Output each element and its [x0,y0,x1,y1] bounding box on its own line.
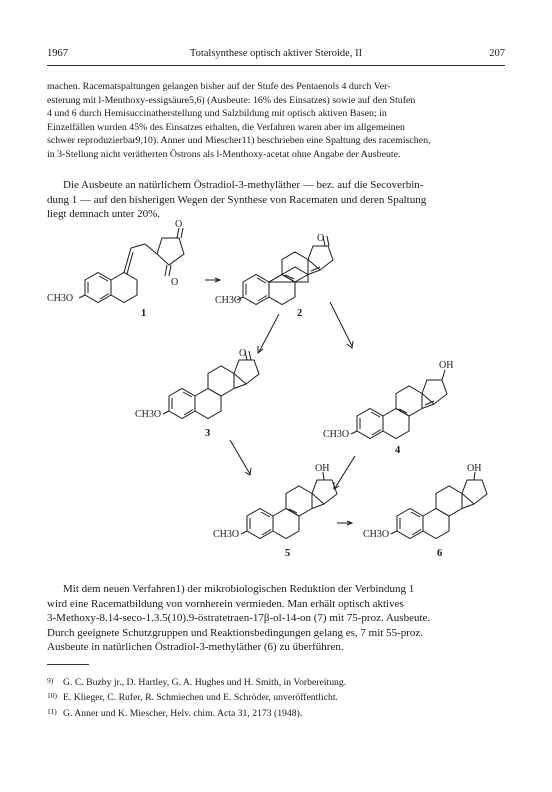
oxo-label-1a: O [171,277,179,288]
footnote-number: 9) [47,676,54,685]
running-header [47,48,505,64]
paragraph-1-line: 4 und 6 durch Hemisuccinatherstellung und Salzbildung mit optisch aktiven Basen; in [47,108,387,120]
footnote [47,705,505,720]
structure-compound-3 [163,351,259,419]
arrow-3-to-5 [230,440,250,474]
footnote-text: G. Anner und K. Miescher, Helv. chim. Acta 31, 2173 (1948). [63,707,303,719]
arrow-2-to-3 [259,314,279,352]
paragraph-1-line: esterung mit l-Menthoxy-essigsäure5,6) (Ausbeute: 16% des Einsatzes) sowie auf den Stufen [47,94,416,106]
paragraph-1-line: machen. Racematspaltungen gelangen bisher auf der Stufe des Pentaenols 4 durch Ver- [47,81,391,92]
oxo-label-2: O [317,233,325,244]
paragraph-3-line: wird eine Racematbildung von vornherein vermieden. Man erhält optisch aktives [47,597,404,610]
structure-compound-6 [391,472,487,539]
structure-compound-4 [351,370,447,439]
reaction-scheme [47,219,505,568]
methoxy-label-1: CH3O [47,293,74,304]
paragraph-3-line: Durch geeignete Schutzgruppen und Reaktionsbedingungen gelang es, 7 mit 55-proz. [47,626,424,639]
footnote-text: G. C. Buzby jr., D. Hartley, G. A. Hughes und H. Smith, in Vorbereitung. [63,677,347,688]
header-year: 1967 [47,48,68,59]
paragraph-3-line: Mit dem neuen Verfahren1) der mikrobiologischen Reduktion der Verbindung 1 [63,583,415,595]
paragraph-2-line: liegt demnach unter 20%. [47,208,161,220]
paragraph-2 [47,178,505,222]
footnote-number: 10) [47,691,57,701]
footnote-number: 11) [47,706,57,716]
compound-number-2: 2 [297,308,303,319]
compound-number-4: 4 [395,445,401,456]
oxo-label-1b: O [175,219,183,230]
footnote [47,674,505,689]
paragraph-1-line: schwer reproduzierbar9,10). Anner und Miescher11) beschrieben eine Spaltung des racemischen, [47,135,431,147]
paragraph-1-line: Einzelfällen wurden 45% des Einsatzes erhalten, die Verfahren waren aber im allgemeinen [47,121,405,133]
page-number: 207 [489,48,505,59]
hydroxy-label-6: OH [467,463,482,474]
methoxy-label-6: CH3O [363,529,390,540]
paragraph-3-line: 3-Methoxy-8.14-seco-1.3.5(10).9-östratetraen-17β-ol-14-on (7) mit 75-proz. Ausbeute. [47,612,431,624]
hydroxy-label-4: OH [439,360,454,371]
arrow-2-to-4 [330,302,352,346]
structure-compound-1 [79,228,184,303]
footnotes [47,674,505,720]
compound-number-3: 3 [205,428,211,439]
compound-number-6: 6 [437,548,443,559]
paragraph-2-line: dung 1 — auf den bisherigen Wegen der Synthese von Racematen und deren Spaltung [47,193,427,206]
header-title: Totalsynthese optisch aktiver Steroide, II [189,48,363,59]
footnote-text: E. Klieger, C. Rufer, R. Schmiechen und E. Schröder, unveröffentlicht. [63,692,338,704]
paragraph-3-line: Ausbeute in natürlichen Östradiol-3-methyläther (6) zu überführen. [47,641,344,653]
compound-number-1: 1 [141,308,147,319]
structure-compound-5 [241,472,337,539]
compound-number-5: 5 [285,548,291,559]
paragraph-3 [47,582,505,655]
paragraph-1 [47,80,505,162]
methoxy-label-2: CH3O [215,295,242,306]
methoxy-label-3: CH3O [135,409,162,420]
methoxy-label-4: CH3O [323,429,350,440]
footnote [47,689,505,704]
hydroxy-label-5: OH [315,463,330,474]
footnote-rule [47,664,89,665]
header-rule [47,65,505,66]
paragraph-2-line: Die Ausbeute an natürlichem Östradiol-3-methyläther — bez. auf die Secoverbin- [63,179,424,191]
structure-compound-2 [237,236,333,305]
paragraph-1-line: in 3-Stellung nicht verätherten Östrons als l-Menthoxy-acetat ohne Angabe der Ausbeute. [47,148,401,160]
oxo-label-3: O [239,348,247,359]
arrow-4-to-5 [335,456,355,488]
methoxy-label-5: CH3O [213,529,240,540]
